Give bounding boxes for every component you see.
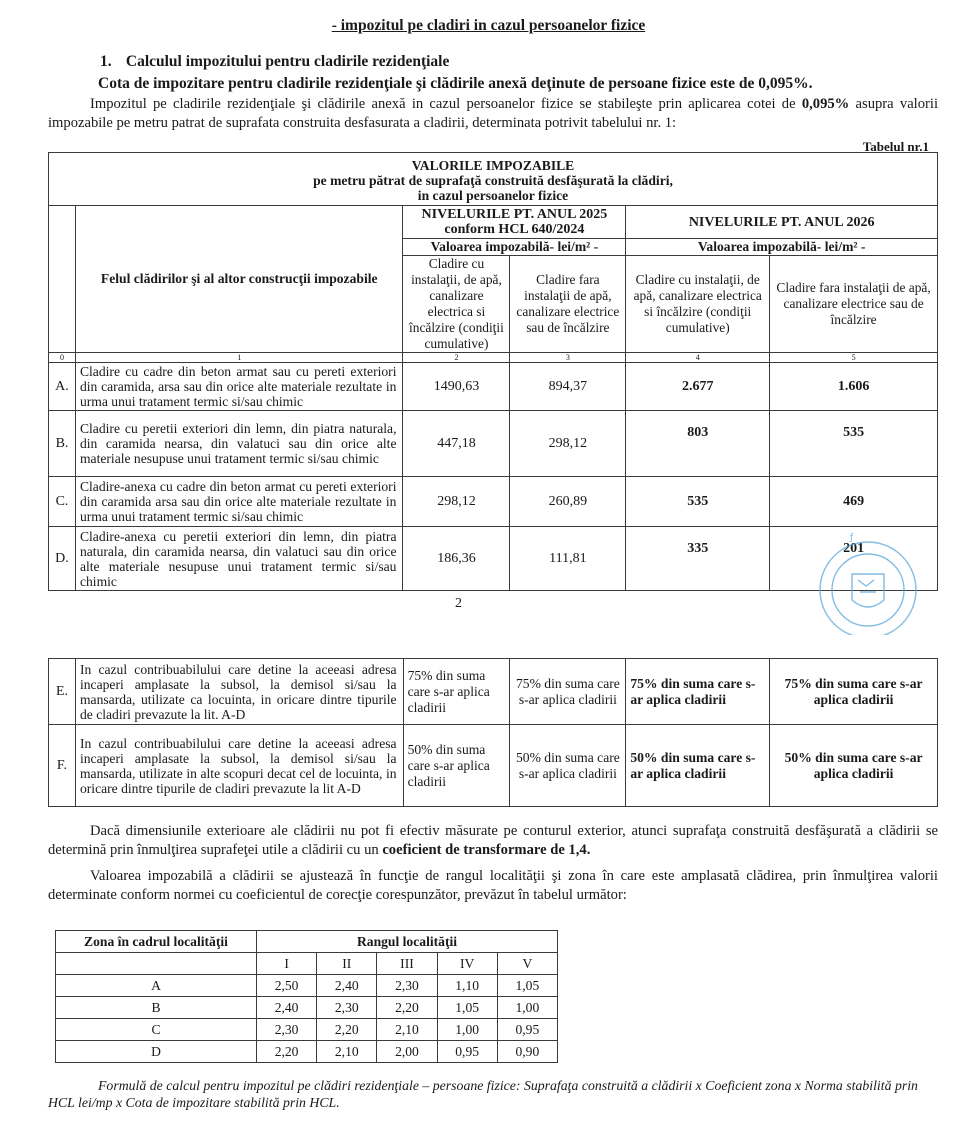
value-2026-with: 50% din suma care s-ar aplica cladirii xyxy=(626,725,770,807)
value-2026-with: 803 xyxy=(626,411,770,477)
blank-cell xyxy=(56,953,257,975)
column-index-row xyxy=(49,353,938,363)
zone-label: B xyxy=(56,997,257,1019)
subheader-2026-without-utilities: Cladire fara instalaţii de apă, canalizare electrice sau de încălzire xyxy=(770,256,938,353)
value-2025-without: 260,89 xyxy=(510,477,626,527)
tax-formula: Formulă de calcul pentru impozitul pe clădiri rezidenţiale – persoane fizice: Suprafaţa construită a clădirii x Coeficient zona x Norma stabilită prin HCL lei/mp x Cota de impozitare stabilită prin HCL. xyxy=(48,1078,918,1110)
coefficient: 2,50 xyxy=(257,975,317,997)
coefficient: 0,90 xyxy=(497,1041,557,1063)
intro-paragraph xyxy=(48,95,938,133)
row-letter: D. xyxy=(49,527,76,591)
row-letter: A. xyxy=(49,363,76,411)
coefficient: 1,05 xyxy=(437,997,497,1019)
adjustment-paragraph: Valoarea impozabilă a clădirii se ajustează în funcţie de rangul localităţii şi zona în care este amplasată clădirea, prin înmulţirea valorii determinate conform normei cu coeficientul de corecţie corespunzător, prevăzut în tabelul următor: xyxy=(48,868,938,903)
transformation-coefficient-paragraph xyxy=(48,822,938,860)
coefficient: 2,20 xyxy=(377,997,437,1019)
coefficient: 0,95 xyxy=(497,1019,557,1041)
coefficient: 1,10 xyxy=(437,975,497,997)
zone-label: C xyxy=(56,1019,257,1041)
value-2026-with: 2.677 xyxy=(626,363,770,411)
row-letter: E. xyxy=(49,659,76,725)
section-heading xyxy=(100,53,449,71)
intro-rate: 0,095% xyxy=(801,96,850,112)
coefficient: 2,10 xyxy=(377,1019,437,1041)
unit-label-2026: Valoarea impozabilă- lei/m² - xyxy=(626,239,938,256)
value-2025-without: 75% din suma care s-ar aplica cladirii xyxy=(510,659,626,725)
row-description: Cladire cu peretii exteriori din lemn, din piatra naturala, din caramida nearsa, din valatuci sau din orice alte materiale nesupuse unui tratament termic si/sau chimic xyxy=(75,411,403,477)
coefficient: 2,00 xyxy=(377,1041,437,1063)
column-header-2026: NIVELURILE PT. ANUL 2026 xyxy=(626,206,938,239)
table-title-line: pe metru pătrat de suprafaţă construită desfăşurată la clădiri, xyxy=(313,172,673,188)
value-2025-with: 447,18 xyxy=(403,411,510,477)
value-2026-without: 50% din suma care s-ar aplica cladirii xyxy=(770,725,938,807)
page-number: 2 xyxy=(455,596,462,611)
row-letter: F. xyxy=(49,725,76,807)
coefficient: 1,00 xyxy=(437,1019,497,1041)
column-header-rank: Rangul localităţii xyxy=(257,931,558,953)
value-2025-with: 50% din suma care s-ar aplica cladirii xyxy=(403,725,510,807)
coefficient-value: coeficient de transformare de 1,4. xyxy=(382,842,591,858)
header-row-years xyxy=(49,206,938,239)
subheader-2025-without-utilities: Cladire fara instalaţii de apă, canalizare electrice sau de încălzire xyxy=(510,256,626,353)
value-2025-with: 298,12 xyxy=(403,477,510,527)
table-row xyxy=(49,477,938,527)
coefficient: 2,10 xyxy=(317,1041,377,1063)
basement-attic-table xyxy=(48,658,938,807)
table-row xyxy=(56,975,558,997)
coefficient: 2,30 xyxy=(257,1019,317,1041)
page-title: - impozitul pe cladiri in cazul persoanelor fizice xyxy=(331,17,646,34)
value-2026-without: 535 xyxy=(770,411,938,477)
official-stamp-icon xyxy=(806,530,926,635)
value-2026-with: 75% din suma care s-ar aplica cladirii xyxy=(626,659,770,725)
coefficient: 0,95 xyxy=(437,1041,497,1063)
table-label: Tabelul nr.1 xyxy=(862,139,929,154)
coefficient: 2,40 xyxy=(257,997,317,1019)
value-2026-with: 535 xyxy=(626,477,770,527)
value-2025-without: 298,12 xyxy=(510,411,626,477)
zone-label: D xyxy=(56,1041,257,1063)
rank-label: III xyxy=(377,953,437,975)
value-2026-without: 75% din suma care s-ar aplica cladirii xyxy=(770,659,938,725)
value-2025-with: 75% din suma care s-ar aplica cladirii xyxy=(403,659,510,725)
table-row xyxy=(56,1041,558,1063)
value-2025-with: 186,36 xyxy=(403,527,510,591)
coefficient: 1,05 xyxy=(497,975,557,997)
coefficient: 2,20 xyxy=(317,1019,377,1041)
hcl-reference: conform HCL 640/2024 xyxy=(444,222,585,237)
table-row xyxy=(49,363,938,411)
value-2025-with: 1490,63 xyxy=(403,363,510,411)
column-header-building-type: Felul clădirilor şi al altor construcţii impozabile xyxy=(75,206,403,353)
value-2025-without: 50% din suma care s-ar aplica cladirii xyxy=(510,725,626,807)
column-index: 5 xyxy=(770,353,938,363)
svg-text:ƒ: ƒ xyxy=(850,533,854,543)
row-description: Cladire cu cadre din beton armat sau cu pereti exteriori din caramida, arsa sau din orice alte materiale rezultate in urma unui tratament termic si/sau chimic xyxy=(75,363,403,411)
column-index: 0 xyxy=(49,353,76,363)
rank-row xyxy=(56,953,558,975)
value-2026-with: 335 xyxy=(626,527,770,591)
blank-index-header xyxy=(49,206,76,353)
taxable-values-table xyxy=(48,152,938,591)
row-letter: C. xyxy=(49,477,76,527)
coefficient: 2,20 xyxy=(257,1041,317,1063)
value-2025-without: 111,81 xyxy=(510,527,626,591)
coefficient: 2,40 xyxy=(317,975,377,997)
coefficient: 2,30 xyxy=(377,975,437,997)
table-title-line: in cazul persoanelor fizice xyxy=(417,187,569,203)
value-2025-without: 894,37 xyxy=(510,363,626,411)
unit-label-2025: Valoarea impozabilă- lei/m² - xyxy=(403,239,626,256)
zone-label: A xyxy=(56,975,257,997)
value-2026-without: 1.606 xyxy=(770,363,938,411)
column-header-2025 xyxy=(403,206,626,239)
table-row xyxy=(49,659,938,725)
table-title-line: VALORILE IMPOZABILE xyxy=(411,157,575,173)
table-row xyxy=(49,527,938,591)
section-number: 1. xyxy=(100,53,112,70)
rank-label: IV xyxy=(437,953,497,975)
coefficient: 2,30 xyxy=(317,997,377,1019)
value-2026-without: 469 xyxy=(770,477,938,527)
tax-rate-statement: Cota de impozitare pentru cladirile rezidenţiale şi clădirile anexă deţinute de persoane fizice este de 0,095%. xyxy=(98,75,813,92)
table-row xyxy=(56,997,558,1019)
row-description: In cazul contribuabilului care detine la aceeasi adresa incaperi amplasate la subsol, la demisol si/sau la mansarda, utilizate in alte scopuri decat cel de locuinta, in oricare dintre tipurile de cladiri prevazute la lit A-D xyxy=(75,725,403,807)
row-description: In cazul contribuabilului care detine la aceeasi adresa incaperi amplasate la subsol, la demisol si/sau la mansarda, utilizate ca locuinta, in oricare dintre tipurile de cladiri prevazute la lit. A-D xyxy=(75,659,403,725)
column-index: 4 xyxy=(626,353,770,363)
column-index: 3 xyxy=(510,353,626,363)
coefficient: 1,00 xyxy=(497,997,557,1019)
rank-label: I xyxy=(257,953,317,975)
table-title xyxy=(49,153,938,206)
zone-coefficient-table xyxy=(55,930,558,1063)
table-row xyxy=(49,411,938,477)
column-header-zone: Zona în cadrul localităţii xyxy=(56,931,257,953)
value-2026-without: 201 xyxy=(770,527,938,591)
row-description: Cladire-anexa cu cadre din beton armat cu pereti exteriori din caramida arsa sau din orice alte materiale rezultate in urma unui tratament termic si/sau chimic xyxy=(75,477,403,527)
paragraph-text: Dacă dimensiunile exterioare ale clădirii nu pot fi efectiv măsurate pe conturul exterior, atunci suprafaţa construită desfăşurată a clădirii se determină prin înmulţirea suprafeţei utile a clădirii cu un xyxy=(48,823,938,858)
column-index: 2 xyxy=(403,353,510,363)
subheader-2025-with-utilities: Cladire cu instalaţii, de apă, canalizare electrica si încălzire (condiţii cumulative) xyxy=(403,256,510,353)
subheader-2026-with-utilities: Cladire cu instalaţii, de apă, canalizare electrica si încălzire (condiţii cumulative) xyxy=(626,256,770,353)
year-2025-label: NIVELURILE PT. ANUL 2025 xyxy=(421,207,608,222)
table-row xyxy=(56,1019,558,1041)
intro-text-end: asupra valorii impozabile pe metru patrat de suprafata construita desfasurata a cladirii, determinata potrivit tabelului nr. 1: xyxy=(48,96,938,131)
rank-label: II xyxy=(317,953,377,975)
intro-text: Impozitul pe cladirile rezidenţiale şi clădirile anexă in cazul persoanelor fizice se stabileşte prin aplicarea cotei de xyxy=(90,96,802,112)
rank-label: V xyxy=(497,953,557,975)
row-description: Cladire-anexa cu peretii exteriori din lemn, din piatra naturala, din caramida nearsa, din valatuci sau din orice alte materiale nesupuse unui tratament termic si/sau chimic xyxy=(75,527,403,591)
section-heading-text: Calculul impozitului pentru cladirile rezidenţiale xyxy=(125,53,450,70)
header-row xyxy=(56,931,558,953)
column-index: 1 xyxy=(75,353,403,363)
row-letter: B. xyxy=(49,411,76,477)
table-title-row xyxy=(49,153,938,206)
table-row xyxy=(49,725,938,807)
